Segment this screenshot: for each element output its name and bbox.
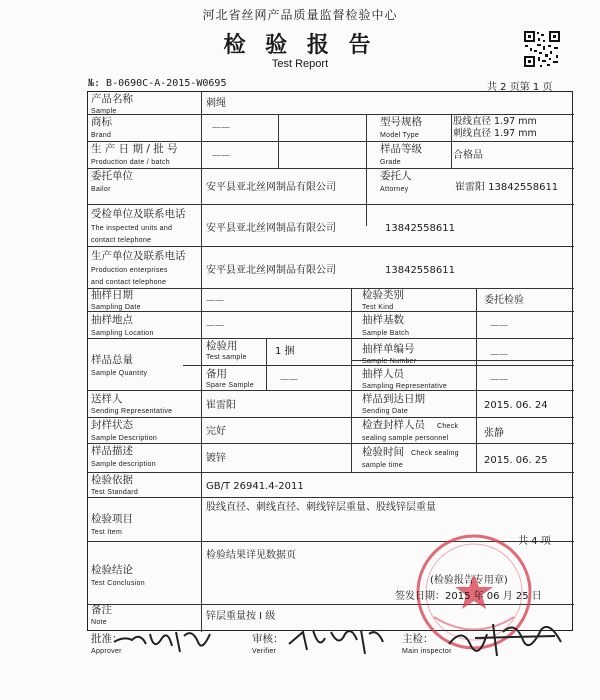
sample-number-label: 抽样单编号 bbox=[362, 343, 415, 355]
test-standard-value: GB/T 26941.4-2011 bbox=[206, 481, 304, 492]
spare-sample-label: 备用 bbox=[206, 368, 227, 380]
check-seal-label: 检查封样人员 bbox=[362, 419, 425, 431]
sampling-date-label: 抽样日期 bbox=[91, 289, 133, 301]
sampling-location-label: 抽样地点 bbox=[91, 314, 133, 326]
producer-label-en2: and contact telephone bbox=[91, 279, 167, 286]
test-item-value: 股线直径、刺线直径、刺线锌层重量、股线锌层重量 bbox=[206, 502, 436, 513]
sample-number-value: —— bbox=[490, 350, 508, 360]
verifier-label: 审核： bbox=[252, 633, 284, 645]
report-number: №: B-0690C-A-2015-W0695 bbox=[88, 78, 227, 89]
approver-signature bbox=[110, 622, 220, 662]
page-counter: 共 2 页第 1 页 bbox=[487, 82, 553, 93]
brand-label: 商标 bbox=[91, 116, 112, 128]
sampling-date-value: —— bbox=[206, 296, 224, 306]
approver-label-en: Approver bbox=[91, 648, 122, 655]
producer-value: 安平县亚北丝网制品有限公司 bbox=[206, 265, 336, 276]
product-name-value: 刺绳 bbox=[206, 98, 226, 109]
test-sample-value: 1 捆 bbox=[275, 346, 295, 357]
sampling-location-label-en: Sampling Location bbox=[91, 330, 154, 337]
sample-number-label-en: Sample Number bbox=[362, 358, 417, 365]
test-sample-label-en: Test sample bbox=[206, 354, 247, 361]
model-value-1: 股线直径 1.97 mm bbox=[453, 116, 537, 127]
sampling-rep-label: 抽样人员 bbox=[362, 368, 404, 380]
inspected-unit-label-en1: The inspected units and bbox=[91, 225, 173, 232]
inspected-unit-label-en2: contact telephone bbox=[91, 237, 152, 244]
grade-value: 合格品 bbox=[453, 150, 483, 161]
brand-value: —— bbox=[212, 123, 230, 133]
attorney-value: 崔雷阳 13842558611 bbox=[455, 182, 559, 193]
test-item-count: 共 4 项 bbox=[518, 536, 551, 547]
production-date-label-en: Production date / batch bbox=[91, 159, 170, 166]
test-kind-label-en: Test Kind bbox=[362, 304, 394, 311]
inspected-unit-value: 安平县亚北丝网制品有限公司 bbox=[206, 223, 336, 234]
grade-label-en: Grade bbox=[380, 159, 401, 166]
main-inspector-label: 主检： bbox=[402, 633, 434, 645]
conclusion-value: 检验结果详见数据页 bbox=[206, 550, 296, 561]
sampling-date-label-en: Sampling Date bbox=[91, 304, 141, 311]
sampling-location-value: —— bbox=[206, 321, 224, 331]
check-seal-label-en1: Check bbox=[437, 423, 459, 430]
sending-date-value: 2015. 06. 24 bbox=[484, 400, 548, 411]
sending-date-label-en: Sending Date bbox=[362, 408, 409, 415]
sample-quantity-label: 样品总量 bbox=[91, 354, 133, 366]
main-inspector-signature bbox=[445, 616, 575, 662]
bailor-label-en: Bailor bbox=[91, 186, 111, 193]
seal-status-label-en: Sample Description bbox=[91, 435, 158, 442]
model-value-2: 刺线直径 1.97 mm bbox=[453, 128, 537, 139]
production-date-value: —— bbox=[212, 151, 230, 161]
sampling-rep-label-en: Sampling Representative bbox=[362, 383, 448, 390]
model-label-en: Model Type bbox=[380, 132, 420, 139]
check-time-label: 检验时间 bbox=[362, 446, 404, 458]
qr-code-icon bbox=[523, 30, 561, 68]
test-sample-label: 检验用 bbox=[206, 340, 238, 352]
issue-date: 签发日期：2015 年 06 月 25 日 bbox=[395, 591, 542, 602]
grade-label: 样品等级 bbox=[380, 143, 422, 155]
test-item-label-en: Test Item bbox=[91, 529, 123, 536]
verifier-signature bbox=[285, 620, 395, 660]
production-date-label: 生 产 日 期 / 批 号 bbox=[91, 143, 178, 155]
sending-rep-label: 送样人 bbox=[91, 393, 123, 405]
product-name-label-en: Sample bbox=[91, 108, 117, 115]
sample-batch-label: 抽样基数 bbox=[362, 314, 404, 326]
seal-status-value: 完好 bbox=[206, 426, 226, 437]
conclusion-label-en: Test Conclusion bbox=[91, 580, 145, 587]
report-subtitle: Test Report bbox=[271, 58, 329, 70]
check-seal-label-en2: sealing sample personnel bbox=[362, 435, 449, 442]
seal-status-label: 封样状态 bbox=[91, 419, 133, 431]
note-label-en: Note bbox=[91, 619, 107, 626]
test-kind-label: 检验类别 bbox=[362, 289, 404, 301]
bailor-value: 安平县亚北丝网制品有限公司 bbox=[206, 182, 336, 193]
producer-label: 生产单位及联系电话 bbox=[91, 250, 186, 262]
inspected-unit-label: 受检单位及联系电话 bbox=[91, 208, 186, 220]
main-inspector-label-en: Main inspector bbox=[402, 648, 452, 655]
product-name-label: 产品名称 bbox=[91, 93, 133, 105]
test-standard-label-en: Test Standard bbox=[91, 489, 139, 496]
approver-label: 批准： bbox=[91, 633, 123, 645]
producer-label-en1: Production enterprises bbox=[91, 267, 168, 274]
bailor-label: 委托单位 bbox=[91, 170, 133, 182]
sample-batch-label-en: Sample Batch bbox=[362, 330, 410, 337]
attorney-label: 委托人 bbox=[380, 170, 412, 182]
sending-rep-label-en: Sending Representative bbox=[91, 408, 173, 415]
report-title: 检 验 报 告 bbox=[223, 32, 377, 58]
seal-note: (检验报告专用章) bbox=[430, 575, 508, 586]
sample-batch-value: —— bbox=[490, 321, 508, 331]
test-kind-value: 委托检验 bbox=[484, 295, 524, 306]
note-value: 锌层重量按 I 级 bbox=[206, 611, 276, 622]
test-item-label: 检验项目 bbox=[91, 513, 133, 525]
brand-label-en: Brand bbox=[91, 132, 112, 139]
inspected-unit-phone: 13842558611 bbox=[385, 223, 455, 234]
test-standard-label: 检验依据 bbox=[91, 474, 133, 486]
spare-sample-label-en: Spare Sample bbox=[206, 382, 254, 389]
sample-desc-label-en: Sample description bbox=[91, 461, 156, 468]
sampling-rep-value: —— bbox=[490, 375, 508, 385]
attorney-label-en: Attorney bbox=[380, 186, 409, 193]
sample-quantity-label-en: Sample Quantity bbox=[91, 370, 148, 377]
model-label: 型号规格 bbox=[380, 116, 422, 128]
sending-rep-value: 崔雷阳 bbox=[206, 400, 236, 411]
org-name: 河北省丝网产品质量监督检验中心 bbox=[202, 8, 398, 22]
conclusion-label: 检验结论 bbox=[91, 564, 133, 576]
spare-sample-value: —— bbox=[280, 375, 298, 385]
verifier-label-en: Verifier bbox=[252, 648, 277, 655]
sample-desc-value: 镀锌 bbox=[206, 453, 226, 464]
sample-desc-label: 样品描述 bbox=[91, 445, 133, 457]
sending-date-label: 样品到达日期 bbox=[362, 393, 425, 405]
check-time-label-en2: sample time bbox=[362, 462, 404, 469]
check-time-value: 2015. 06. 25 bbox=[484, 455, 548, 466]
check-time-label-en1: Check sealing bbox=[411, 450, 459, 457]
producer-phone: 13842558611 bbox=[385, 265, 455, 276]
check-seal-value: 张静 bbox=[484, 428, 504, 439]
note-label: 备注 bbox=[91, 604, 112, 616]
